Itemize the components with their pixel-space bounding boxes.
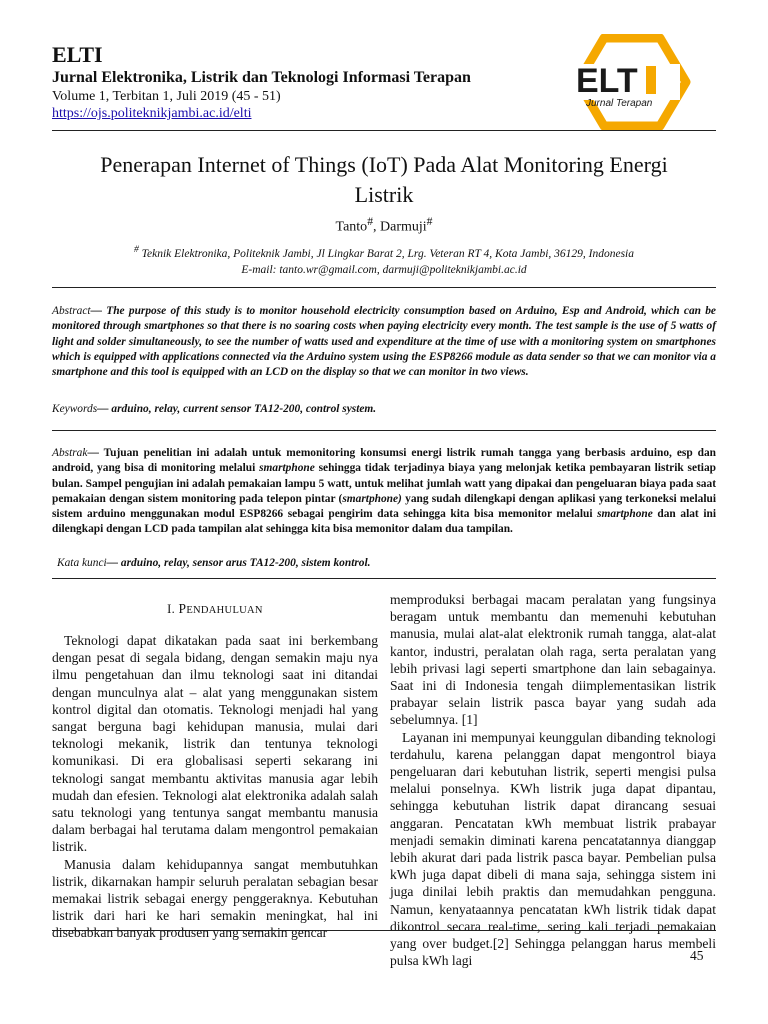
journal-title: ELTI xyxy=(52,42,103,67)
footer-divider xyxy=(52,930,716,931)
author-separator: , xyxy=(373,219,381,235)
abstrak-dash: — xyxy=(87,447,104,459)
kata-kunci-label: Kata kunci xyxy=(57,557,107,569)
section-title-initial: P xyxy=(178,601,187,616)
section-heading-introduction xyxy=(52,601,378,617)
body-column-left xyxy=(52,632,378,942)
keywords-english xyxy=(52,402,716,417)
abstrak-emphasis: smartphone xyxy=(259,462,315,475)
header-divider xyxy=(52,130,716,131)
abstrak-label: Abstrak xyxy=(52,447,88,459)
abstract-indonesian xyxy=(52,446,716,538)
author-affiliation-mark: # xyxy=(426,215,433,228)
section-title-rest: ENDAHULUAN xyxy=(186,605,263,616)
abstract-text: The purpose of this study is to monitor household electricity consumption based on Arduino, Esp and Android, which can be monitored through smartphones so that there is no soaring costs when paying electricity every month. The test sample is the use of 5 watts of light and solder simultaneously, to see the number of watts used and expenditure at the time of use with a monitoring system on smartphones which is equipped with applications connected via the Arduino system using the ESP8266 module as data sender so that we can monitor via a smartphone and this tool is equipped with an LCD on the display so that we can monitor in two views. xyxy=(52,305,716,379)
body-column-right xyxy=(390,591,716,969)
abstract-english xyxy=(52,304,716,380)
body-paragraph: Teknologi dapat dikatakan pada saat ini berkembang dengan pesat di segala bidang, dengan semakin maju nya ilmu pengetahuan dan ilmu teknologi saat ini ditandai dengan munculnya alat – alat yang menggunakan sistem kontrol digital dan otomatis. Teknologi menjadi hal yang sangat berguna bagi kehidupan manusia, mulai dari teknologi mekanik, listrik dan tentunya teknologi komunikasi. Di era globalisasi seperti sekarang ini teknologi sangat membantu aktivitas manusia agar lebih mudah dan efesien. Teknologi alat elektronika adalah salah satu teknologi yang tentunya sangat membantu manusia dalam berbagai hal terutama dalam mengontrol pemakaian listrik. xyxy=(52,633,378,855)
body-paragraph: Layanan ini mempunyai keunggulan dibanding teknologi terdahulu, karena pelanggan dapat mengontrol biaya pengeluaran dari kebutuhan listrik, seperti mengisi pulsa melalui ponselnya. KWh listrik juga dapat dipantau, sehingga kebutuhan listrik dapat dirancang sesuai anggaran. Pencatatan kWh membuat listrik prabayar menjadi semakin diminati karena pencatatannya dianggap lebih akurat dari pada listrik pasca bayar. Pembelian pulsa kWh juga dapat dibeli di mana saja, sehingga sistem ini juga dinilai lebih praktis dan memudahkan pengguna. Namun, kenyataannya pencatatan kWh listrik tidak dapat dikontrol secara real-time, sering kali terjadi pemakaian yang over budget.[2] Sehingga pelanggan harus membeli pulsa kWh lagi xyxy=(390,729,716,969)
kata-kunci-dash: — xyxy=(106,557,121,569)
abstrak-text: dan alat ini dilengkapi dengan LCD pada tampilan alat sehingga kita bisa memonitor dalam dua tampilan. xyxy=(52,508,716,536)
journal-url-link[interactable]: https://ojs.politeknikjambi.ac.id/elti xyxy=(52,106,252,121)
abstract-bottom-divider xyxy=(52,578,716,579)
abstrak-text: yang sudah dilengkapi dengan aplikasi yang terkoneksi melalui sistem arduino menggunakan modul ESP8266 sebagai pengirim data sehingga kita bisa memonitor melalui xyxy=(52,492,716,521)
abstrak-text: sehingga tidak terjadinya biaya yang melonjak ketika pembayaran listrik setiap bulan. Sampel pengujian ini adalah pemakaian lampu 5 watt, untuk melihat jumlah watt yang dipakai dan pengeluaran biaya pada saat pemakaian dengan sistem monitoring pada telepon pintar ( xyxy=(52,462,717,505)
logo-wordmark: ELT xyxy=(576,62,638,100)
abstrak-emphasis: smartphone) xyxy=(342,492,402,505)
author-affiliation-mark: # xyxy=(367,215,374,228)
elti-logo xyxy=(570,34,694,130)
page-number: 45 xyxy=(690,948,704,963)
abstract-label: Abstract xyxy=(52,305,91,317)
section-number: I. xyxy=(167,602,176,616)
logo-subtitle: Jurnal Terapan xyxy=(586,98,653,109)
keywords-label: Keywords xyxy=(52,403,98,415)
keywords-indonesian xyxy=(57,557,371,569)
kata-kunci-values: arduino, relay, sensor arus TA12-200, sistem kontrol. xyxy=(120,557,371,569)
abstract-dash: — xyxy=(90,305,107,317)
body-paragraph: Manusia dalam kehidupannya sangat membutuhkan listrik, dikarnakan hampir seluruh peralatan sebagian besar memakai listrik sebagai energy penggeraknya. Kebutuhan listrik dari hari ke hari semakin meningkat, hal ini disebabkan banyak produsen yang semakin gencar xyxy=(52,856,378,941)
abstract-middle-divider xyxy=(52,430,716,431)
abstract-top-divider xyxy=(52,287,716,288)
affiliation-address: Teknik Elektronika, Politeknik Jambi, Jl Lingkar Barat 2, Lrg. Veteran RT 4, Kota Jambi, 36129, Indonesia xyxy=(141,247,634,260)
paper-authors xyxy=(0,215,768,236)
keywords-dash: — xyxy=(97,403,112,415)
journal-full-name: Jurnal Elektronika, Listrik dan Teknologi Informasi Terapan xyxy=(52,69,471,86)
affiliation-mark: # xyxy=(134,244,139,255)
author-emails: E-mail: tanto.wr@gmail.com, darmuji@politeknikjambi.ac.id xyxy=(241,263,527,276)
abstrak-emphasis: smartphone xyxy=(597,508,653,521)
author-name: Darmuji xyxy=(380,219,427,235)
author-affiliation xyxy=(0,242,768,278)
journal-volume-info: Volume 1, Terbitan 1, Juli 2019 (45 - 51) xyxy=(52,89,281,104)
abstrak-text: Tujuan penelitian ini adalah untuk memonitoring konsumsi energi listrik rumah tangga yang berbasis arduino, esp dan android, yang bisa di monitoring melalui xyxy=(52,447,716,475)
paper-title: Penerapan Internet of Things (IoT) Pada Alat Monitoring Energi Listrik xyxy=(100,152,668,207)
keywords-values: arduino, relay, current sensor TA12-200, control system. xyxy=(111,403,377,415)
body-paragraph: memproduksi berbagai macam peralatan yang fungsinya beragam untuk membantu dan memenuhi kebutuhan manusia, mulai alat-alat elektronik rumah tangga, alat-alat kantor, industri, peralatan olah raga, serta peralatan yang lebih privasi lagi seperti smartphone dan lain sebagainya. Saat ini di Indonesia tengah diimplementasikan listrik prabayar selain listrik pasca bayar yang sudah ada sebelumnya. [1] xyxy=(390,592,716,728)
author-name: Tanto xyxy=(335,219,368,235)
